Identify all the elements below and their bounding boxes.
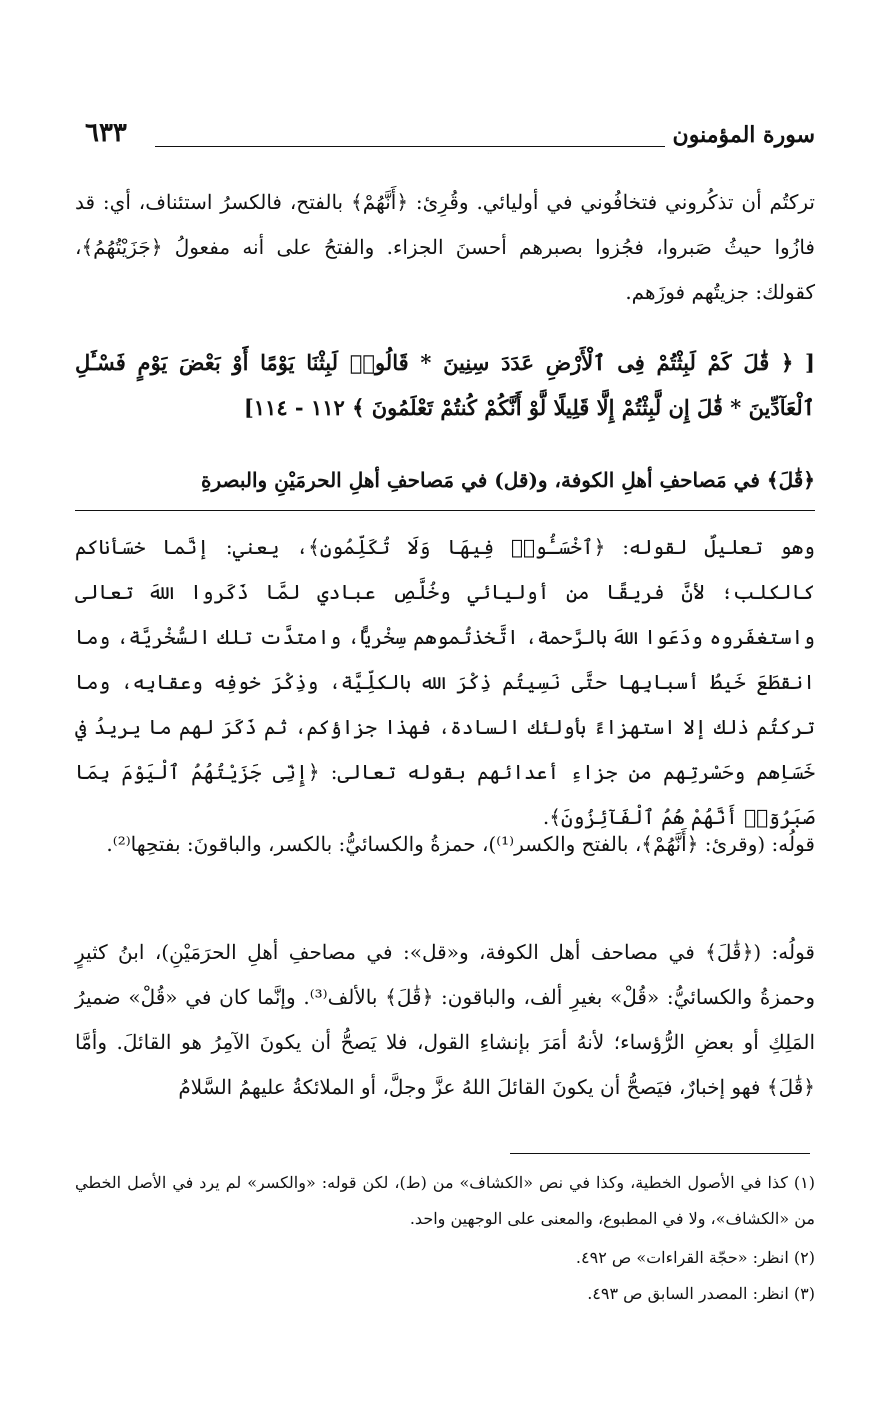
footnote-3 bbox=[75, 1276, 815, 1312]
page-header bbox=[85, 118, 815, 158]
footnote-2-text: (٢) انظر: «حجّة القراءات» ص ٤٩٢. bbox=[575, 1248, 815, 1267]
footnote-2 bbox=[75, 1240, 815, 1276]
commentary-top bbox=[75, 180, 815, 315]
quran-verse bbox=[75, 340, 815, 430]
footnote-1-text: (١) كذا في الأصول الخطية، وكذا في نص «الكشاف» من (ط)، لكن قوله: «والكسر» لم يرد في الأصل الخطي من «الكشاف»، ولا في المطبوع، والمعنى على الوجهين واحد. bbox=[75, 1173, 815, 1228]
surah-title: سورة المؤمنون bbox=[672, 122, 815, 148]
kashshaf-reading-line bbox=[75, 458, 815, 503]
header-rule bbox=[155, 146, 665, 147]
verse-text: [ ﴿ قَٰلَ كَمْ لَبِثْتُمْ فِى ٱلْأَرْضِ عَدَدَ سِنِينَ * قَالُوا۟ لَبِثْنَا يَوْمًا أَوْ بَعْضَ يَوْمٍ فَسْـَٔلِ ٱلْعَآدِّينَ * قَٰلَ إِن لَّبِثْتُمْ إِلَّا قَلِيلًا لَّوْ أَنَّكُمْ كُنتُمْ تَعْلَمُونَ ﴾ ١١٢ - ١١٤] bbox=[75, 350, 815, 420]
footnote-3-text: (٣) انظر: المصدر السابق ص ٤٩٣. bbox=[587, 1284, 815, 1303]
footnote-rule bbox=[510, 1153, 810, 1154]
page-number: ٦٣٣ bbox=[85, 118, 127, 148]
kashshaf-line-text: ﴿قَٰلَ﴾ في مَصاحفِ أهلِ الكوفة، و(قل) في مَصاحفِ أهلِ الحرمَيْنِ والبصرةِ bbox=[201, 468, 815, 492]
section-divider bbox=[75, 510, 815, 511]
main-commentary-paragraph-2 bbox=[75, 822, 815, 867]
paragraph-1-text: وهو تعليلٌ لقوله: ﴿ٱخْسَـُٔوا۟ فِيهَا وَلَا تُكَلِّمُونِ﴾، يعني: إنَّما خسَأناكم كالكلب؛ لأنَّ فريقًا من أوليائي وخُلَّصِ عبادي لمَّا ذَكَروا اللهَ تعالى واستغفَروه ودَعَوا اللهَ بالرَّحمة، اتَّخذتُموهم سِخْريًّا، وامتدَّت تلك السُّخْريَّة، وما انقطَعَ خَيطُ أسبابِها حتَّى نَسِيتُم ذِكْرَ الله بالكلِّيَّة، وذِكْرَ خوفِه وعقابِه، وما تركتُم ذلك إلا استهزاءً بأولئك السادة، فهذا جزاؤكم، ثم ذَكَرَ لهم ما يريدُ في خَسَاِهم وحَسْرتِهم من جزاءِ أعدائهم بقوله تعالى: ﴿إِنِّى جَزَيْتُهُمُ ٱلْيَوْمَ بِمَا صَبَرُوٓا۟ أَنَّهُمْ هُمُ ٱلْفَآئِزُونَ﴾. bbox=[75, 535, 815, 829]
paragraph-2-text: قولُه: (وقرئ: ﴿أَنَّهُمْ﴾، بالفتح والكسر⁽¹⁾)، حمزةُ والكسائيُّ: بالكسر، والباقونَ: بفتحِها⁽²⁾. bbox=[106, 832, 815, 856]
footnote-1 bbox=[75, 1165, 815, 1237]
paragraph-3-text: قولُه: (﴿قَٰلَ﴾ في مصاحف أهل الكوفة، و«قل»: في مصاحفِ أهلِ الحرَمَيْنِ)، ابنُ كثيرٍ وحمزةُ والكسائيُّ: «قُلْ» بغيرِ ألف، والباقون: ﴿قَٰلَ﴾ بالألف⁽³⁾. وإنَّما كان في «قُلْ» ضميرُ المَلِكِ أو بعضِ الرُّؤساء؛ لأنهُ أمَرَ بإنشاءِ القول، فلا يَصحُّ أن يكونَ الآمِرُ هو القائلَ. وأمَّا ﴿قَٰلَ﴾ فهو إخبارٌ، فيَصحُّ أن يكونَ القائلَ اللهُ عزَّ وجلَّ، أو الملائكةُ عليهمُ السَّلامُ bbox=[75, 940, 816, 1099]
commentary-top-text: تركتُم أن تذكُروني فتخافُوني في أوليائي. وقُرِئ: ﴿أَنَّهُمْ﴾ بالفتح، فالكسرُ استئناف، أي: قد فازُوا حيثُ صَبروا، فجُزوا بصبرهم أحسنَ الجزاء. والفتحُ على أنه مفعولُ ﴿جَزَيْتُهُمُ﴾، كقولك: جزيتُهم فوزَهم. bbox=[75, 190, 815, 304]
main-commentary-paragraph-1 bbox=[75, 525, 815, 840]
main-commentary-paragraph-3 bbox=[75, 930, 815, 1110]
